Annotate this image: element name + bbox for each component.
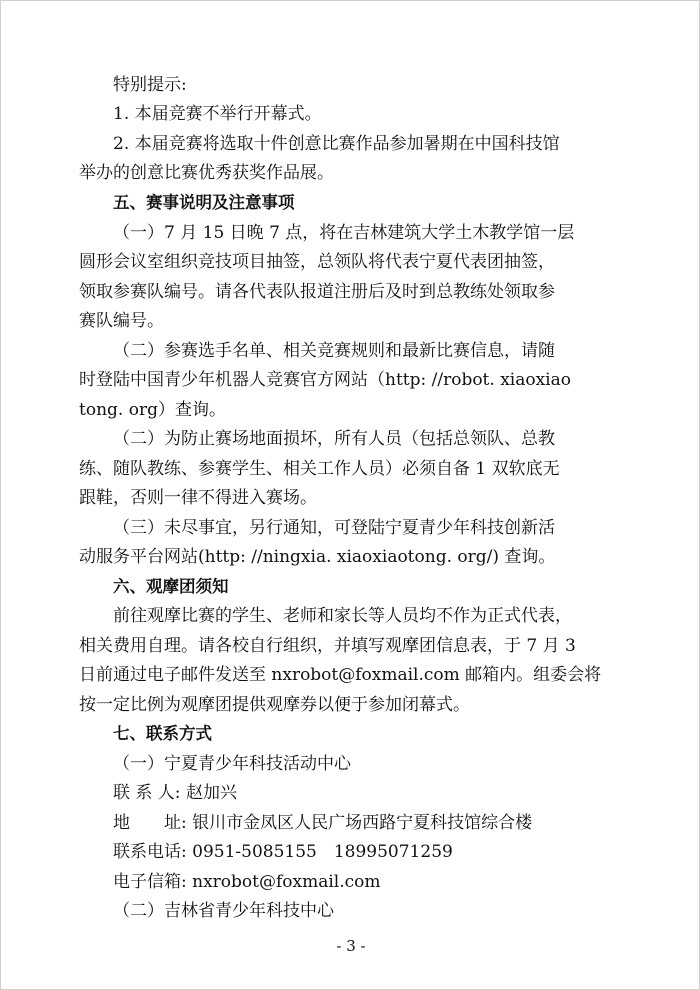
section-5-p1-line: 圆形会议室组织竞技项目抽签，总领队将代表宁夏代表团抽签， bbox=[79, 252, 555, 272]
section-5-p3-line: （二）为防止赛场地面损坏，所有人员（包括总领队、总教 bbox=[113, 429, 555, 449]
section-5-p3-line: 练、随队教练、参赛学生、相关工作人员）必须自备 1 双软底无 bbox=[79, 459, 560, 479]
section-7-heading: 七、联系方式 bbox=[113, 724, 212, 743]
hint-item-2-line-2: 举办的创意比赛优秀获奖作品展。 bbox=[79, 163, 334, 183]
contact-org-1: （一）宁夏青少年科技活动中心 bbox=[113, 754, 351, 774]
contact-person: 联 系 人: 赵加兴 bbox=[113, 783, 237, 803]
contact-org-2: （二）吉林省青少年科技中心 bbox=[113, 901, 334, 921]
section-5-p4-line: （三）未尽事宜，另行通知，可登陆宁夏青少年科技创新活 bbox=[113, 518, 555, 538]
section-5-p2-line: tong. org）查询。 bbox=[79, 400, 226, 420]
section-6-p1-line: 相关费用自理。请各校自行组织，并填写观摩团信息表，于 7 月 3 bbox=[79, 636, 576, 656]
section-6-heading: 六、观摩团须知 bbox=[113, 577, 229, 596]
contact-phone: 联系电话: 0951-5085155 18995071259 bbox=[113, 842, 453, 862]
section-5-p4-line: 动服务平台网站(http: //ningxia. xiaoxiaotong. org/) 查询。 bbox=[79, 547, 556, 567]
contact-address: 地 址: 银川市金凤区人民广场西路宁夏科技馆综合楼 bbox=[113, 813, 533, 833]
section-5-p1-line: （一）7 月 15 日晚 7 点，将在吉林建筑大学土木教学馆一层 bbox=[113, 223, 575, 243]
hint-item-2-line-1: 2. 本届竞赛将选取十件创意比赛作品参加暑期在中国科技馆 bbox=[113, 134, 560, 154]
section-5-p1-line: 领取参赛队编号。请各代表队报道注册后及时到总教练处领取参 bbox=[79, 282, 555, 302]
section-6-p1-line: 前往观摩比赛的学生、老师和家长等人员均不作为正式代表， bbox=[113, 606, 572, 626]
section-5-p2-line: （二）参赛选手名单、相关竞赛规则和最新比赛信息，请随 bbox=[113, 341, 555, 361]
section-5-p1-line: 赛队编号。 bbox=[79, 311, 164, 331]
section-5-heading: 五、赛事说明及注意事项 bbox=[113, 193, 295, 212]
page-number: - 3 - bbox=[336, 937, 366, 955]
hint-heading: 特别提示: bbox=[113, 75, 187, 95]
section-6-p1-line: 按一定比例为观摩团提供观摩券以便于参加闭幕式。 bbox=[79, 695, 470, 715]
section-5-p2-line: 时登陆中国青少年机器人竞赛官方网站（http: //robot. xiaoxiao bbox=[79, 370, 571, 390]
contact-email: 电子信箱: nxrobot@foxmail.com bbox=[113, 872, 381, 892]
hint-item-1: 1. 本届竞赛不举行开幕式。 bbox=[113, 104, 322, 124]
section-5-p3-line: 跟鞋，否则一律不得进入赛场。 bbox=[79, 488, 317, 508]
section-6-p1-line: 日前通过电子邮件发送至 nxrobot@foxmail.com 邮箱内。组委会将 bbox=[79, 665, 602, 685]
